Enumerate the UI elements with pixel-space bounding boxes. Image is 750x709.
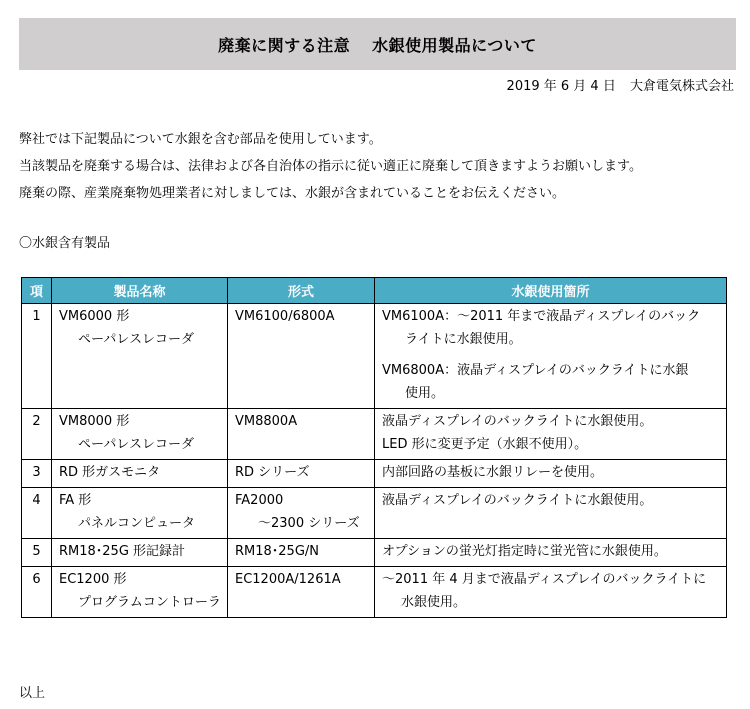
mercury-usage: オプションの蛍光灯指定時に蛍光管に水銀使用。 [375,539,727,567]
model: EC1200A/1261A [228,567,375,618]
model: RM18･25G/N [228,539,375,567]
model: FA2000 ～2300 シリーズ [228,488,375,539]
mercury-products-table [21,277,727,618]
mercury-usage: 内部回路の基板に水銀リレーを使用。 [375,460,727,488]
table-row [22,304,727,409]
product-name: RM18･25G 形記録計 [52,539,228,567]
row-num: 3 [22,460,52,488]
product-name: EC1200 形 プログラムコントローラ [52,567,228,618]
header-model: 形式 [228,278,375,304]
row-num: 2 [22,409,52,460]
model: VM6100/6800A [228,304,375,409]
product-name: FA 形 パネルコンピュータ [52,488,228,539]
row-num: 1 [22,304,52,409]
table-row [22,567,727,618]
product-name: RD 形ガスモニタ [52,460,228,488]
header-mercury-usage: 水銀使用箇所 [375,278,727,304]
intro-line: 当該製品を廃棄する場合は、法律および各自治体の指示に従い適正に廃棄して頂きますようお願いします。 [19,159,642,174]
intro-line: 弊社では下記製品について水銀を含む部品を使用しています。 [19,132,382,147]
model: VM8800A [228,409,375,460]
row-num: 4 [22,488,52,539]
product-name: VM8000 形 ペーパレスレコーダ [52,409,228,460]
title-part-1: 廃棄に関する注意 [218,35,351,55]
row-num: 6 [22,567,52,618]
mercury-usage: VM6100A：～2011 年まで液晶ディスプレイのバック ライトに水銀使用。 VM6800A：液晶ディスプレイのバックライトに水銀 使用。 [375,304,727,409]
issue-date: 2019 年 6 月 4 日 [506,79,616,94]
row-num: 5 [22,539,52,567]
title-part-2: 水銀使用製品について [372,35,537,55]
header-num: 項 [22,278,52,304]
page-title [19,18,736,70]
product-name: VM6000 形 ペーパレスレコーダ [52,304,228,409]
table-row [22,488,727,539]
mercury-usage: 液晶ディスプレイのバックライトに水銀使用。 LED 形に変更予定（水銀不使用）。 [375,409,727,460]
closing-mark: 以上 [19,686,46,701]
table-row [22,539,727,567]
table-row [22,409,727,460]
company-name: 大倉電気株式会社 [629,79,734,94]
header-product-name: 製品名称 [52,278,228,304]
mercury-usage: ～2011 年 4 月まで液晶ディスプレイのバックライトに 水銀使用。 [375,567,727,618]
intro-text [19,126,642,207]
model: RD シリーズ [228,460,375,488]
table-header-row [22,278,727,304]
date-line [507,75,734,94]
intro-line: 廃棄の際、産業廃棄物処理業者に対しましては、水銀が含まれていることをお伝えください。 [19,186,566,201]
mercury-usage: 液晶ディスプレイのバックライトに水銀使用。 [375,488,727,539]
table-row [22,460,727,488]
section-label: 〇水銀含有製品 [19,236,111,251]
